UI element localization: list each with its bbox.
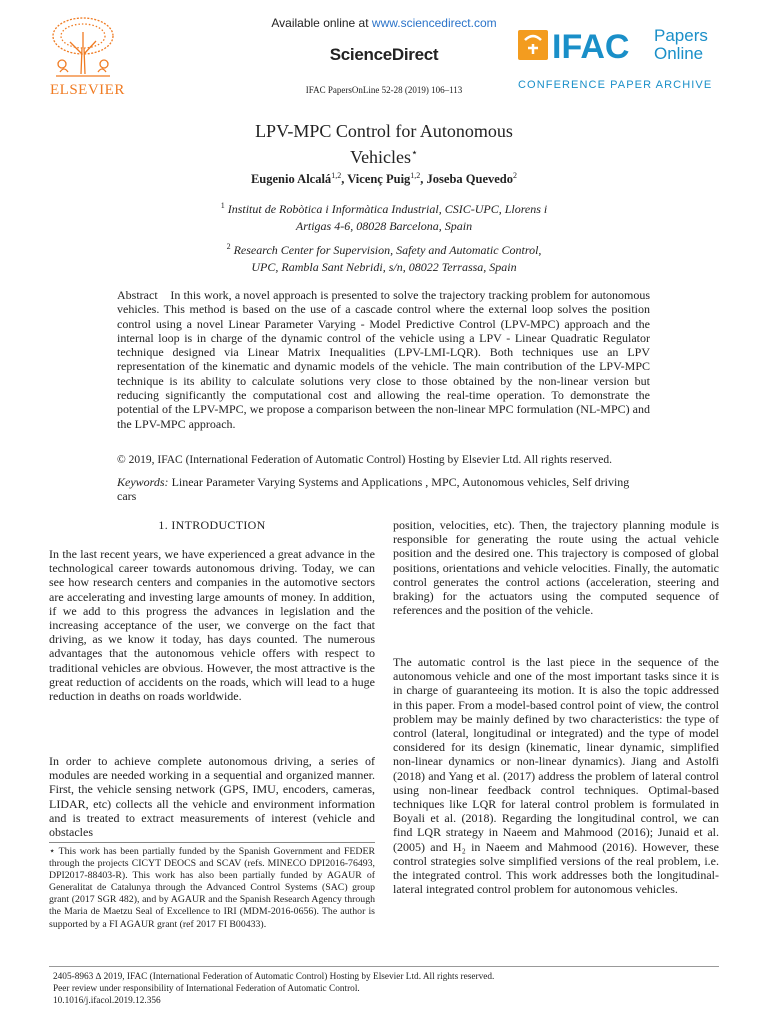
abstract-label: Abstract <box>117 288 158 302</box>
footer-divider <box>49 966 719 967</box>
keywords-text: Linear Parameter Varying Systems and Applications , MPC, Autonomous vehicles, Self driving cars <box>117 475 630 504</box>
copyright-notice: © 2019, IFAC (International Federation of Automatic Control) Hosting by Elsevier Ltd. All rights reserved. <box>117 454 612 466</box>
sciencedirect-brand: ScienceDirect <box>329 45 439 64</box>
paper-title <box>0 120 768 168</box>
keywords-label: Keywords: <box>117 475 169 489</box>
sciencedirect-link[interactable]: www.sciencedirect.com <box>371 16 497 30</box>
keywords <box>117 475 650 504</box>
journal-reference: IFAC PapersOnLine 52-28 (2019) 106–113 <box>305 85 463 95</box>
footnote: ⋆ This work has been partially funded by the Spanish Government and FEDER through the projects CICYT DEOCS and SCAV (refs. MINECO DPI2016-76493, DPI2017-88403-R). This work has also been partially funded by AGAUR of Generalitat de Catalunya through the Advanced Control Systems (SAC) group grant (2017 SGR 482), and by AGAUR and the Spanish Research Agency through the Maria de Maetzu Seal of Excellence to IRI (MDM-2016-0656). The author is supported by a FI AGAUR grant (ref 2017 FI B00433). <box>49 846 375 930</box>
ifac-logo-ifac: IFAC <box>552 28 630 66</box>
ifac-papersonline-logo <box>518 26 728 91</box>
footer-issn-line: 2405-8963 ∆ 2019, IFAC (International Federation of Automatic Control) Hosting by Elsevier Ltd. All rights reserved. <box>53 972 495 982</box>
title-line-2: Vehicles⋆ <box>350 147 418 167</box>
left-paragraph-1: In the last recent years, we have experienced a great advance in the technological career towards autonomous driving. Today, we can see how research centers and companies in the automotive sectors are accelerating and investing large amounts of money. In addition, if we add to this progress the advances in legislation and the increasing acceptance of the user, we converge on the fact that driving, as we know it today, has days counted. The numerous advantages that the autonomous vehicle offers with respect to traditional vehicles are obvious. However, the most attractive is the great reduction of accidents on the roads, which will lead to a huge reduction in deaths on roads worldwide. <box>49 547 375 704</box>
author-list: Eugenio Alcalá$^{1,2}$, Vicenç Puig$^{1,2}$, Joseba Quevedo$^2$ <box>250 171 518 187</box>
abstract-text: In this work, a novel approach is presented to solve the trajectory tracking problem for autonomous vehicles. This method is based on the use of a cascade control where the external loop solves the position control using a novel Linear Parameter Varying - Model Predictive Control (LPV-MPC) approach and the internal loop is in charge of the dynamic control of the vehicle using a LPV - Linear Quadratic Regulator technique designed via Linear Matrix Inequalities (LPV-LMI-LQR). Both techniques use an LPV representation of the kinematic and dynamic models of the vehicle. The main contribution of the LPV-MPC technique is its ability to calculate solutions very close to those obtained by the non-linear version but reducing significantly the computational cost and allowing the real-time operation. To demonstrate the potential of the LPV-MPC, we propose a comparison between the non-linear MPC formulation (NL-MPC) and the LPV-MPC approach. <box>117 288 651 431</box>
title-star: ⋆ <box>411 147 418 159</box>
author-name: Joseba Quevedo <box>426 172 514 187</box>
section-heading: 1. INTRODUCTION <box>158 518 266 532</box>
footnote-divider <box>49 842 375 843</box>
available-online-text: Available online at <box>271 16 372 30</box>
elsevier-wordmark: ELSEVIER <box>50 82 125 98</box>
abstract <box>117 288 650 431</box>
ifac-archive-caption: CONFERENCE PAPER ARCHIVE <box>518 79 713 91</box>
footer-peer-review: Peer review under responsibility of International Federation of Automatic Control. <box>53 983 360 994</box>
author-name: Eugenio Alcalá <box>250 172 332 187</box>
left-paragraph-2: In order to achieve complete autonomous driving, a series of modules are needed working in a sequential and organized manner. First, the vehicle sensing network (GPS, IMU, encoders, cameras, LIDAR, etc) collects all the vehicle and environment information and is treated to extract measurements of interest (vehicle and obstacles <box>49 754 375 840</box>
ifac-logo-icon <box>518 26 728 78</box>
page-footer <box>53 972 494 1007</box>
title-line-1: LPV-MPC Control for Autonomous <box>255 121 513 141</box>
author-name: Vicenç Puig <box>347 172 411 187</box>
right-paragraph-2: The automatic control is the last piece in the sequence of the autonomous vehicle and one of the most important tasks since it is in charge of guaranteeing its motion. It is also the topic addressed in this paper. From a model-based control point of view, the control problem may be mainly defined by two characteristics: the type of control (lateral, longitudinal or integrated) and the type of model considered for its design (kinematic, linear dynamic, simplified non-linear dynamics or non-linear dynamics). Jiang and Astolfi (2018) and Yang et al. (2017) address the problem of lateral control using non-linear feedback control techniques. Optimal-based techniques like LQR for lateral control problem is formulated in Boyali et al. (2018). Regarding the longitudinal control, we can find LQR strategy in Naeem and Mahmood (2016); Junaid et al. (2005) and H₂ in Naeem and Mahmood (2016). However, these control strategies solve simplified versions of the real problem, i.e. the integrated control. This work addresses both the longitudinal-lateral integrated control problem for autonomous vehicles. <box>393 655 719 897</box>
affiliation-1: $^1$ Institut de Robòtica i Informàtica Industrial, CSIC-UPC, Llorens i Artigas 4-6, 08028 Barcelona, Spain <box>220 201 548 233</box>
right-paragraph-1: position, velocities, etc). Then, the trajectory planning module is responsible for generating the route using the actual vehicle position and the desired one. This trajectory is composed of global positions, orientations and vehicle velocities. Finally, the automatic control generates the control actions (acceleration, steering and braking) for the actuators using the computed sequence of references and the position of the vehicle. <box>393 518 719 618</box>
footer-doi: 10.1016/j.ifacol.2019.12.356 <box>53 995 161 1006</box>
affiliation-2: $^2$ Research Center for Supervision, Safety and Automatic Control, UPC, Rambla Sant Nebridi, s/n, 08022 Terrassa, Spain <box>226 242 542 274</box>
ifac-logo-online: Online <box>654 44 704 63</box>
ifac-logo-papers: Papers <box>654 26 708 45</box>
